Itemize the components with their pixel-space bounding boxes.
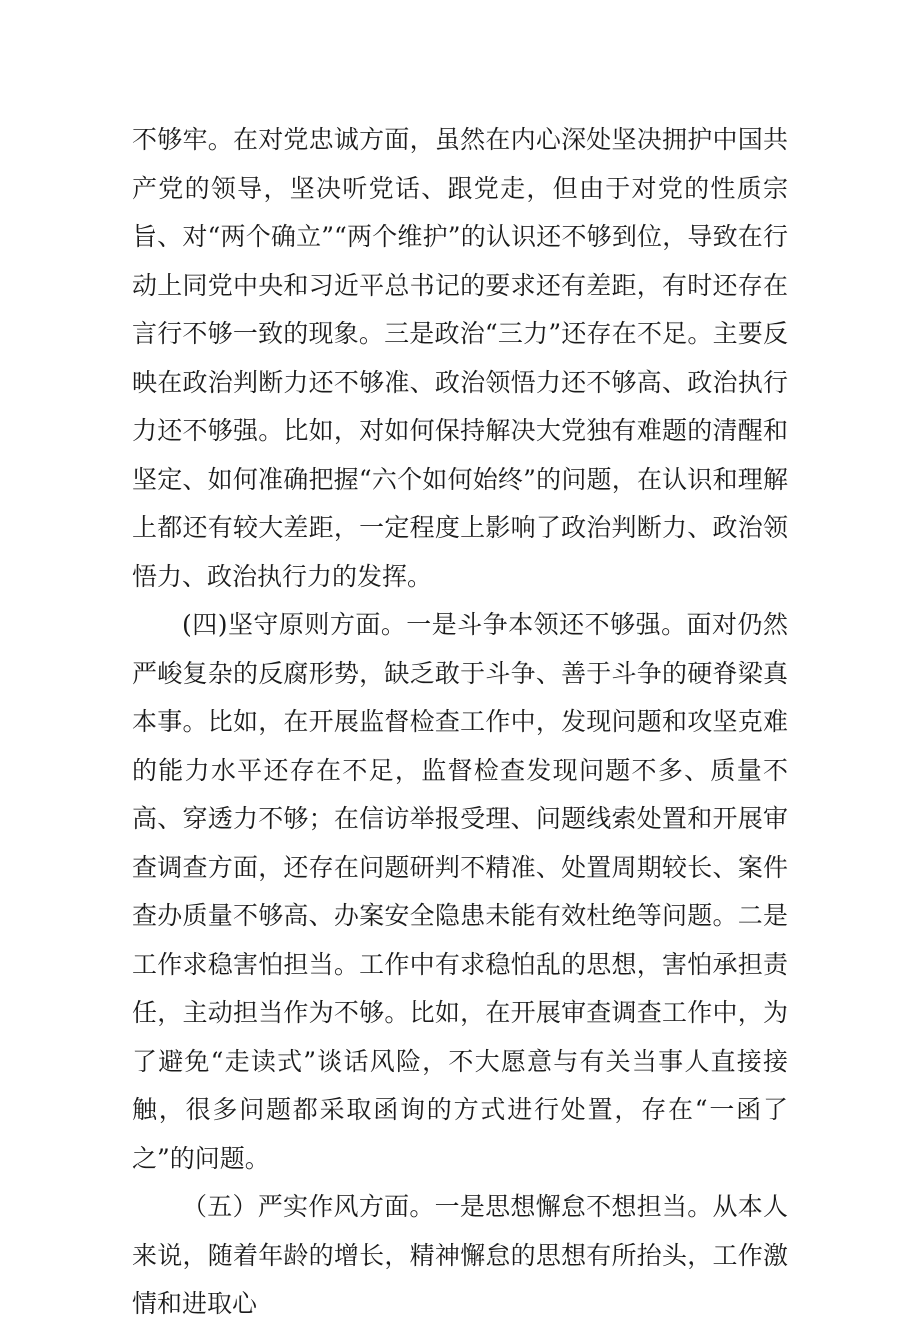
paragraph-section-5: （五）严实作风方面。一是思想懈怠不想担当。从本人来说，随着年龄的增长，精神懈怠的思想有所抬头，工作激情和进取心 — [132, 1192, 788, 1318]
paragraph-section-4: (四)坚守原则方面。一是斗争本领还不够强。面对仍然严峻复杂的反腐形势，缺乏敢于斗争、善于斗争的硬脊梁真本事。比如，在开展监督检查工作中，发现问题和攻坚克难的能力水平还存在不足，监督检查发现问题不多、质量不高、穿透力不够；在信访举报受理、问题线索处置和开展审查调查方面，还存在问题研判不精准、处置周期较长、案件查办质量不够高、办案安全隐患未能有效杜绝等问题。二是工作求稳害怕担当。工作中有求稳怕乱的思想，害怕承担责任，主动担当作为不够。比如，在开展审查调查工作中，为了避免“走读式”谈话风险，不大愿意与有关当事人直接接触，很多问题都采取函询的方式进行处置，存在“一函了之”的问题。 — [132, 610, 788, 1173]
document-body — [132, 116, 788, 1329]
paragraph-continuation: 不够牢。在对党忠诚方面，虽然在内心深处坚决拥护中国共产党的领导，坚决听党话、跟党走，但由于对党的性质宗旨、对“两个确立”“两个维护”的认识还不够到位，导致在行动上同党中央和习近平总书记的要求还有差距，有时还存在言行不够一致的现象。三是政治“三力”还存在不足。主要反映在政治判断力还不够准、政治领悟力还不够高、政治执行力还不够强。比如，对如何保持解决大党独有难题的清醒和坚定、如何准确把握“六个如何始终”的问题，在认识和理解上都还有较大差距，一定程度上影响了政治判断力、政治领悟力、政治执行力的发挥。 — [132, 125, 788, 591]
